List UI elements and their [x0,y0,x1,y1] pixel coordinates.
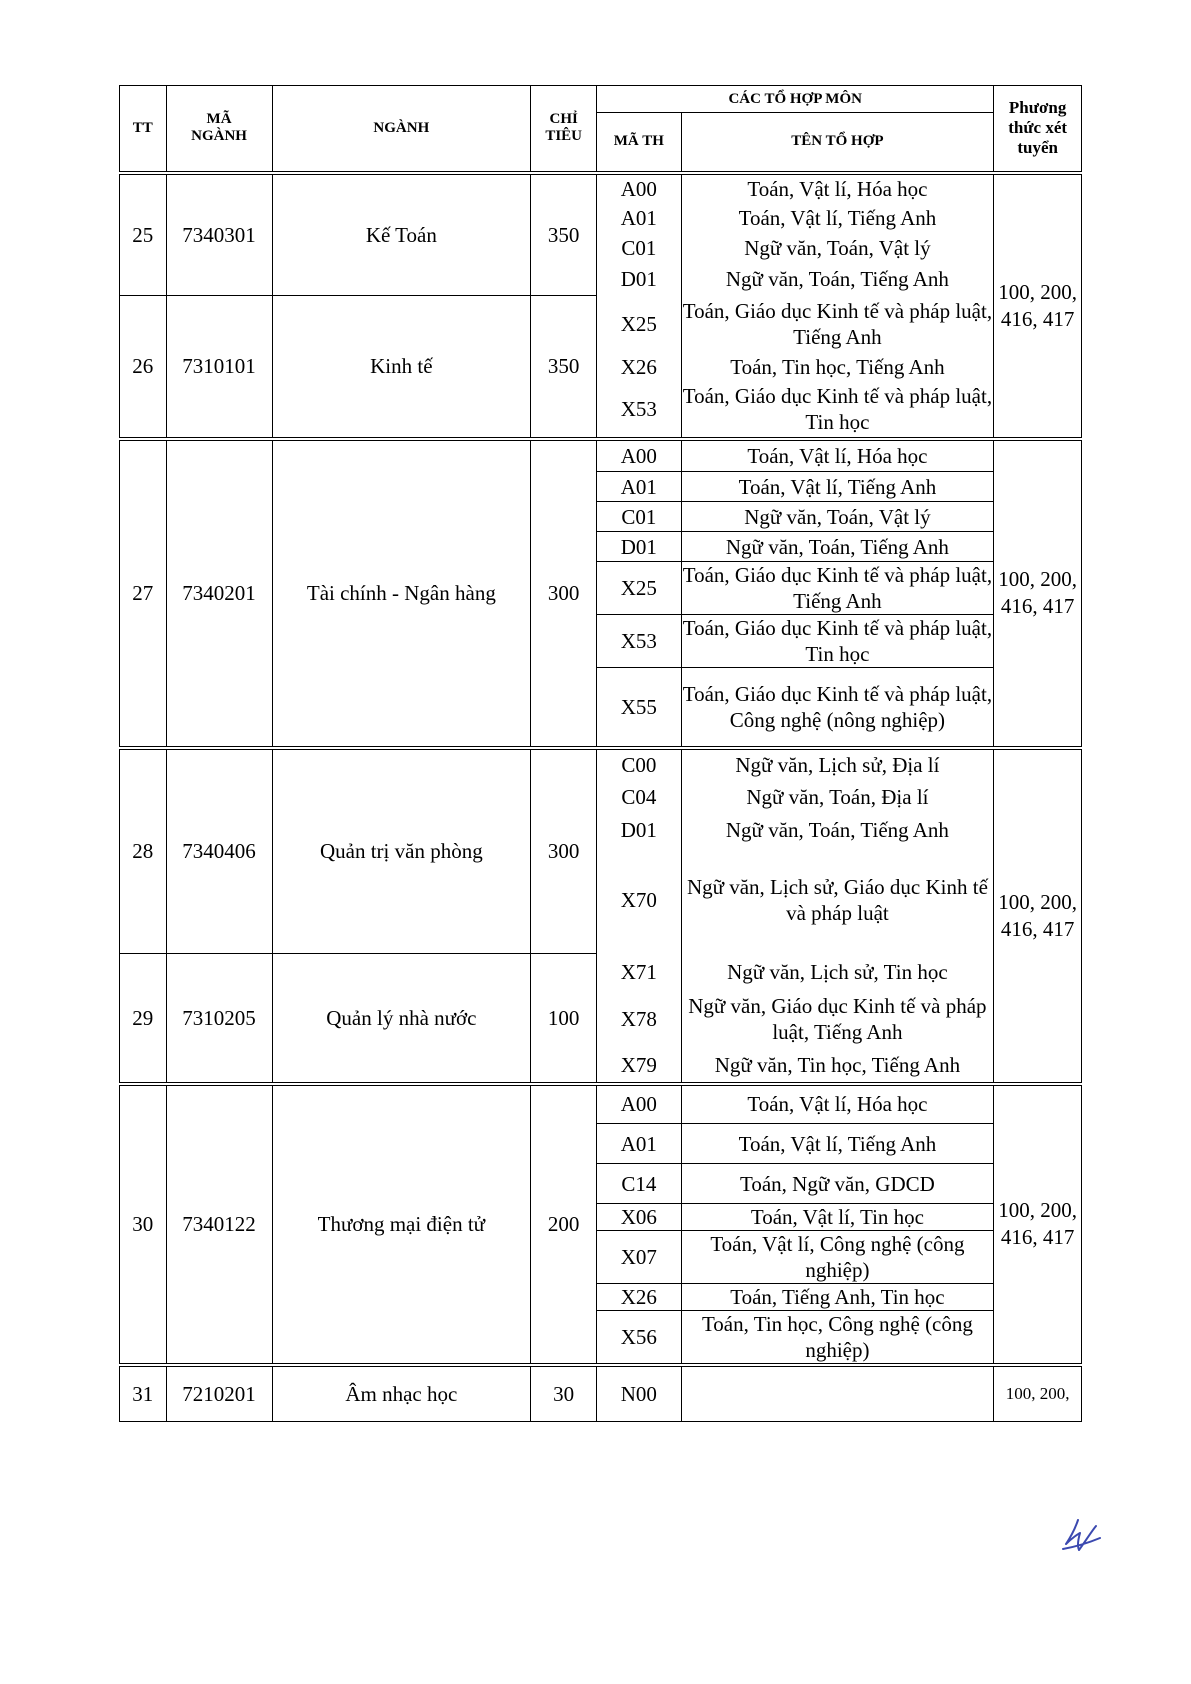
program-tt: 30 [120,1084,167,1366]
combo-code: X07 [597,1231,681,1284]
header-ten-to-hop: TÊN TỔ HỢP [681,113,994,173]
combo-code: C01 [597,502,681,532]
combo-code: X06 [597,1204,681,1231]
combo-code: X53 [597,615,681,668]
combo-name: Toán, Vật lí, Tin học [681,1204,994,1231]
admission-table [119,85,1082,1422]
table-row [120,1084,1082,1124]
combo-code: X79 [597,1048,681,1084]
combo-name: Ngữ văn, Tin học, Tiếng Anh [681,1048,994,1084]
program-quota: 350 [531,296,597,439]
program-code: 7310101 [166,296,272,439]
program-code: 7340301 [166,173,272,296]
combo-name: Toán, Giáo dục Kinh tế và pháp luật, Công nghệ (nông nghiệp) [681,668,994,748]
table-row [120,954,1082,991]
combo-code: A00 [597,439,681,472]
combo-name: Toán, Tin học, Tiếng Anh [681,352,994,382]
program-quota: 300 [531,748,597,954]
program-quota: 30 [531,1365,597,1421]
combo-name: Toán, Giáo dục Kinh tế và pháp luật, Tin học [682,616,993,666]
program-code: 7310205 [166,954,272,1084]
combo-code: X53 [597,382,681,439]
program-code: 7340406 [166,748,272,954]
table-row [120,296,1082,352]
program-name: Thương mại điện tử [272,1084,531,1366]
admission-methods: 100, 200, 416, 417 [994,173,1082,439]
signature-mark [1058,1514,1104,1554]
program-tt: 28 [120,748,167,954]
combo-name: Ngữ văn, Toán, Vật lý [681,502,994,532]
combo-name: Toán, Vật lí, Tiếng Anh [681,203,994,233]
combo-code: X25 [597,296,681,352]
program-tt: 25 [120,173,167,296]
combo-code: A01 [597,1124,681,1164]
program-quota: 200 [531,1084,597,1366]
program-tt: 29 [120,954,167,1084]
combo-code: D01 [597,814,681,847]
program-code: 7340201 [166,439,272,748]
combo-name: Toán, Tin học, Công nghệ (công nghiệp) [681,1311,994,1366]
program-tt: 26 [120,296,167,439]
program-name: Kinh tế [272,296,531,439]
table-body [120,173,1082,1422]
program-tt: 27 [120,439,167,748]
program-name: Kế Toán [272,173,531,296]
program-quota: 300 [531,439,597,748]
combo-name: Ngữ văn, Giáo dục Kinh tế và pháp luật, Tiếng Anh [681,991,994,1048]
table-row [120,748,1082,781]
combo-code: X71 [597,954,681,991]
combo-code: A00 [597,1084,681,1124]
admission-methods: 100, 200, 416, 417 [994,439,1082,748]
header-ma-th: MÃ TH [597,113,681,173]
program-code: 7340122 [166,1084,272,1366]
combo-code: X78 [597,991,681,1048]
header-ma-nganh: MÃ NGÀNH [166,86,272,173]
combo-name: Toán, Vật lí, Tiếng Anh [681,1124,994,1164]
program-quota: 350 [531,173,597,296]
combo-name: Ngữ văn, Lịch sử, Giáo dục Kinh tế và pháp luật [681,847,994,954]
combo-name: Ngữ văn, Toán, Tiếng Anh [681,263,994,296]
program-name: Âm nhạc học [272,1365,531,1421]
combo-code: N00 [597,1365,681,1421]
combo-name: Toán, Vật lí, Hóa học [681,439,994,472]
header-chi-tieu: CHỈ TIÊU [531,86,597,173]
combo-code: X26 [597,1284,681,1311]
combo-code: C01 [597,233,681,263]
combo-name: Toán, Ngữ văn, GDCD [681,1164,994,1204]
program-name: Tài chính - Ngân hàng [272,439,531,748]
combo-code: A01 [597,203,681,233]
combo-name: Ngữ văn, Lịch sử, Tin học [681,954,994,991]
combo-name: Toán, Vật lí, Hóa học [681,1084,994,1124]
table-row [120,1365,1082,1421]
combo-code: X56 [597,1311,681,1366]
admission-table-page [119,85,1082,1422]
combo-code: X70 [597,847,681,954]
program-name: Quản lý nhà nước [272,954,531,1084]
combo-code: D01 [597,532,681,562]
combo-code: C04 [597,781,681,814]
program-quota: 100 [531,954,597,1084]
combo-name: Ngữ văn, Toán, Vật lý [681,233,994,263]
combo-name: Ngữ văn, Lịch sử, Địa lí [681,748,994,781]
combo-name: Ngữ văn, Toán, Địa lí [681,781,994,814]
header-to-hop-group: CÁC TỔ HỢP MÔN [597,86,994,113]
combo-name: Toán, Giáo dục Kinh tế và pháp luật, Tiếng Anh [681,296,994,352]
combo-code: A01 [597,472,681,502]
combo-code: A00 [597,173,681,203]
program-tt: 31 [120,1365,167,1421]
combo-code: C00 [597,748,681,781]
admission-methods: 100, 200, 416, 417 [994,1084,1082,1366]
header-row [120,86,1082,113]
combo-code: X55 [597,668,681,748]
header-tt: TT [120,86,167,173]
combo-name: Ngữ văn, Toán, Tiếng Anh [681,814,994,847]
combo-code: D01 [597,263,681,296]
combo-name: Toán, Giáo dục Kinh tế và pháp luật, Tiếng Anh [682,563,993,613]
admission-methods: 100, 200, 416, 417 [994,748,1082,1084]
combo-code: C14 [597,1164,681,1204]
combo-name: Toán, Giáo dục Kinh tế và pháp luật, Tin học [681,382,994,439]
combo-name: Toán, Tiếng Anh, Tin học [681,1284,994,1311]
program-code: 7210201 [166,1365,272,1421]
combo-code: X25 [597,562,681,615]
combo-name: Toán, Vật lí, Tiếng Anh [681,472,994,502]
combo-name: Toán, Vật lí, Công nghệ (công nghiệp) [681,1231,994,1284]
table-row [120,439,1082,472]
program-name: Quản trị văn phòng [272,748,531,954]
combo-name: Ngữ văn, Toán, Tiếng Anh [681,532,994,562]
combo-name [681,1365,994,1421]
admission-methods: 100, 200, [994,1365,1082,1421]
header-nganh: NGÀNH [272,86,531,173]
combo-name: Toán, Vật lí, Hóa học [681,173,994,203]
header-phuong-thuc: Phương thức xét tuyển [994,86,1082,173]
table-row [120,173,1082,203]
combo-code: X26 [597,352,681,382]
